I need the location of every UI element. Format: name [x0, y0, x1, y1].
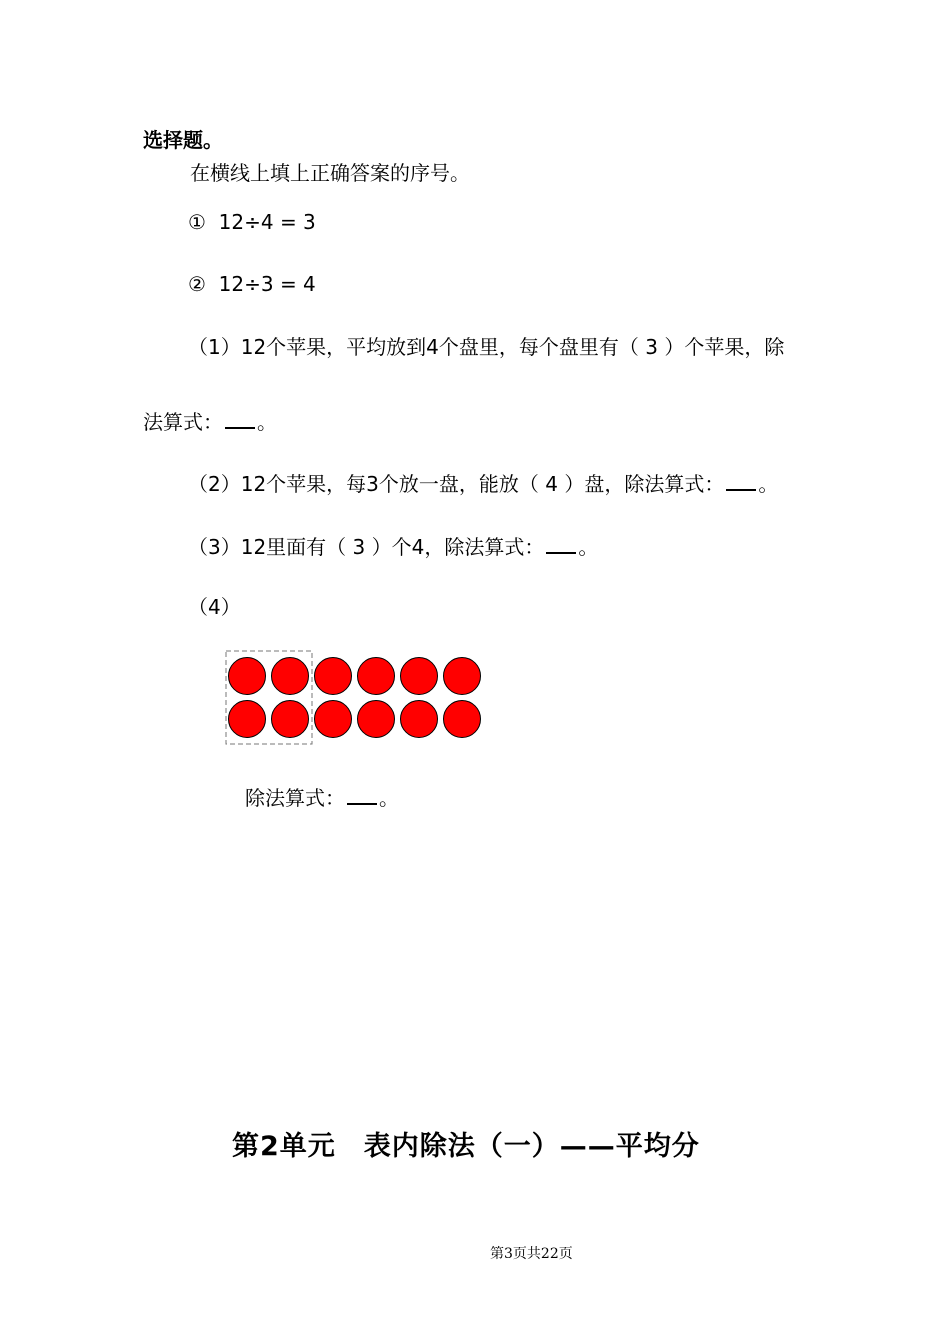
- red-dot: [315, 658, 352, 695]
- section-title: 选择题。: [143, 128, 223, 152]
- question-2-text: （2）12个苹果，每3个放一盘，能放（ 4 ）盘，除法算式：: [188, 472, 725, 496]
- answer-blank[interactable]: [546, 538, 576, 554]
- question-1-formula-label: 法算式：: [143, 410, 223, 434]
- option-marker: ②: [188, 272, 206, 296]
- red-dot: [444, 701, 481, 738]
- question-2-end: 。: [758, 472, 779, 496]
- red-dot: [401, 701, 438, 738]
- question-3-end: 。: [578, 535, 599, 559]
- answer-blank[interactable]: [726, 475, 756, 491]
- question-2: [188, 471, 778, 497]
- question-3-text: （3）12里面有（ 3 ）个4，除法算式：: [188, 535, 545, 559]
- dot-array-figure: [220, 648, 490, 748]
- instruction-text: 在横线上填上正确答案的序号。: [190, 161, 470, 185]
- question-1-end: 。: [257, 410, 277, 434]
- answer-blank[interactable]: [225, 413, 255, 429]
- unit-title: 表内除法（一）——平均分: [363, 1131, 700, 1162]
- option-1: [188, 209, 316, 235]
- answer-blank[interactable]: [347, 789, 377, 805]
- question-4-formula-label: 除法算式：: [245, 786, 345, 810]
- unit-heading: [232, 1124, 700, 1163]
- question-4-label: （4）: [188, 595, 241, 619]
- question-1-line-2: [143, 409, 277, 435]
- red-dot: [272, 701, 309, 738]
- option-2: [188, 271, 316, 297]
- red-dot: [315, 701, 352, 738]
- unit-number: 第2单元: [232, 1131, 336, 1162]
- question-3: [188, 534, 598, 560]
- red-dot: [358, 701, 395, 738]
- option-marker: ①: [188, 210, 206, 234]
- red-dot: [272, 658, 309, 695]
- red-dot: [401, 658, 438, 695]
- option-text: 12÷4 = 3: [218, 210, 316, 234]
- question-4-formula: [245, 785, 399, 811]
- red-dot: [358, 658, 395, 695]
- question-4-end: 。: [379, 786, 399, 810]
- red-dot: [229, 701, 266, 738]
- question-1-line-1: （1）12个苹果，平均放到4个盘里，每个盘里有（ 3 ）个苹果，除: [188, 335, 785, 359]
- option-text: 12÷3 = 4: [218, 272, 316, 296]
- page-footer: 第3页共22页: [490, 1246, 573, 1262]
- red-dot: [229, 658, 266, 695]
- red-dot: [444, 658, 481, 695]
